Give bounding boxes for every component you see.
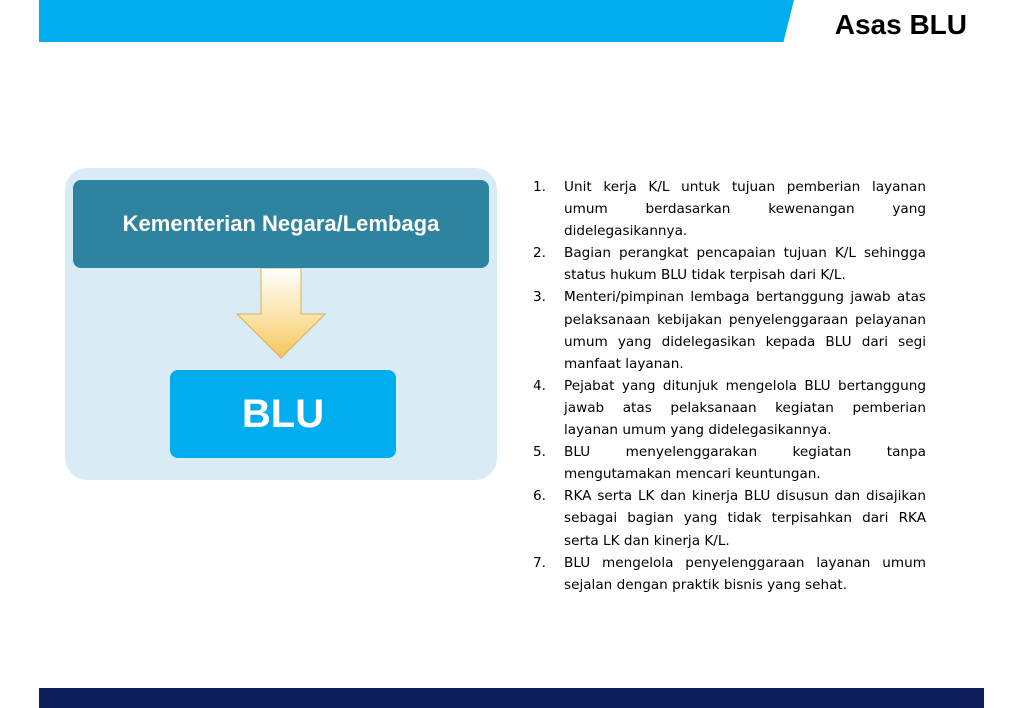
list-item-text: BLU mengelola penyelenggaraan layanan umum sejalan dengan praktik bisnis yang sehat.	[564, 554, 926, 593]
list-item	[533, 286, 926, 374]
list-item	[533, 441, 926, 485]
list-item	[533, 375, 926, 441]
list-item	[533, 242, 926, 286]
list-item-number: 1.	[533, 179, 546, 195]
list-item-number: 6.	[533, 488, 546, 505]
footer-bar	[39, 688, 984, 708]
slide-title: Asas BLU	[834, 9, 967, 40]
list-item-text: BLU menyelenggarakan kegiatan tanpa mengutamakan mencari keuntungan.	[564, 444, 926, 483]
list-item-number: 7.	[533, 554, 546, 571]
list-item	[533, 552, 926, 596]
list-item-text: Bagian perangkat pencapaian tujuan K/L sehingga status hukum BLU tidak terpisah dari K/L.	[564, 245, 926, 284]
blu-label: BLU	[241, 391, 325, 436]
list-item-text: Pejabat yang ditunjuk mengelola BLU bertanggung jawab atas pelaksanaan kegiatan pemberian layanan umum yang didelegasikannya.	[564, 377, 926, 439]
down-arrow-icon	[236, 268, 326, 360]
list-item	[533, 176, 926, 242]
blu-box	[170, 370, 396, 458]
list-item-text: Unit kerja K/L untuk tujuan pemberian layanan umum berdasarkan kewenangan yang didelegasikannya.	[564, 179, 926, 240]
kementerian-box	[73, 180, 489, 268]
list-item	[533, 485, 926, 551]
asas-list	[533, 176, 926, 596]
list-item-text: RKA serta LK dan kinerja BLU disusun dan disajikan sebagai bagian yang tidak terpisahkan dari RKA serta LK dan kinerja K/L.	[564, 488, 926, 549]
list-item-number: 4.	[533, 377, 546, 394]
list-item-number: 3.	[533, 289, 546, 306]
kementerian-label: Kementerian Negara/Lembaga	[122, 211, 440, 236]
list-item-text: Menteri/pimpinan lembaga bertanggung jawab atas pelaksanaan kebijakan penyelenggaraan pelayanan umum yang didelegasikan kepada BLU dari segi manfaat layanan.	[564, 289, 926, 372]
list-item-number: 2.	[533, 245, 546, 262]
header-bar	[39, 0, 794, 42]
list-item-number: 5.	[533, 444, 546, 461]
